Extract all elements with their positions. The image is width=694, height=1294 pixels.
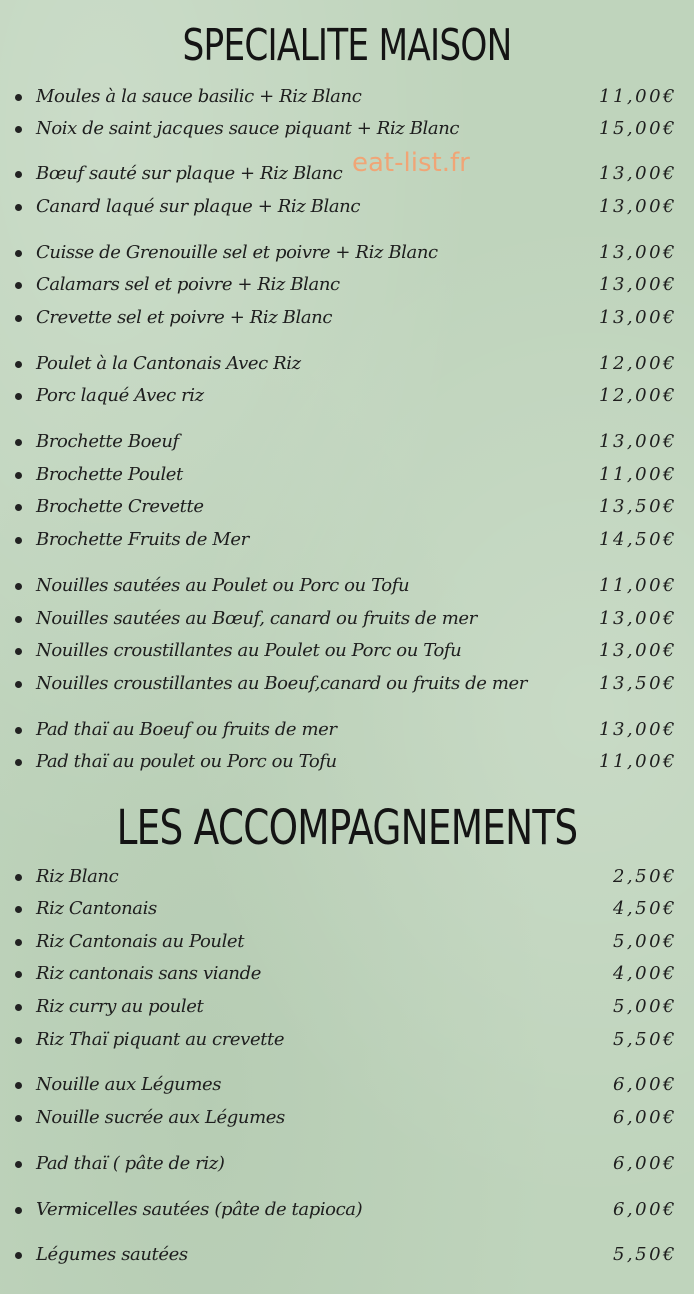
bullet-icon	[15, 583, 22, 590]
menu-item-price: 11,00€	[599, 751, 677, 772]
menu-item-name: Riz curry au poulet	[36, 996, 204, 1017]
menu-item-price: 13,00€	[599, 431, 677, 452]
bullet-icon	[15, 537, 22, 544]
menu-item-price: 13,50€	[599, 496, 677, 517]
bullet-icon	[15, 759, 22, 766]
bullet-icon	[15, 1252, 22, 1259]
menu-item	[0, 606, 694, 632]
menu-item-price: 13,00€	[599, 307, 677, 328]
bullet-icon	[15, 171, 22, 178]
bullet-icon	[15, 439, 22, 446]
menu-item-name: Nouilles croustillantes au Boeuf,canard ou fruits de mer	[36, 673, 527, 694]
menu-item	[0, 305, 694, 331]
section-title-accompagnements: LES ACCOMPAGNEMENTS	[116, 800, 578, 856]
menu-item	[0, 929, 694, 955]
menu-item-name: Riz cantonais sans viande	[36, 963, 261, 984]
menu-item-name: Nouille sucrée aux Légumes	[36, 1107, 285, 1128]
menu-item-price: 13,00€	[599, 640, 677, 661]
menu-item	[0, 84, 694, 110]
menu-item	[0, 194, 694, 220]
menu-item	[0, 994, 694, 1020]
menu-item	[0, 1027, 694, 1053]
menu-item-name: Poulet à la Cantonais Avec Riz	[36, 353, 301, 374]
menu-item	[0, 1242, 694, 1268]
menu-item-name: Canard laqué sur plaque + Riz Blanc	[36, 196, 361, 217]
menu-item-price: 13,00€	[599, 163, 677, 184]
menu-item-price: 6,00€	[612, 1074, 677, 1095]
menu-item	[0, 864, 694, 890]
menu-item-price: 13,00€	[599, 608, 677, 629]
bullet-icon	[15, 616, 22, 623]
menu-item	[0, 272, 694, 298]
menu-item-name: Calamars sel et poivre + Riz Blanc	[36, 274, 340, 295]
menu-item-name: Pad thaï ( pâte de riz)	[36, 1153, 225, 1174]
menu-item-price: 13,00€	[599, 196, 677, 217]
menu-item	[0, 573, 694, 599]
menu-item-price: 6,00€	[612, 1153, 677, 1174]
menu-item-name: Brochette Boeuf	[36, 431, 179, 452]
menu-item	[0, 429, 694, 455]
menu-item-name: Vermicelles sautées (pâte de tapioca)	[36, 1199, 363, 1220]
menu-item-price: 14,50€	[599, 529, 677, 550]
menu-item	[0, 961, 694, 987]
menu-item	[0, 527, 694, 553]
menu-item-name: Riz Cantonais	[36, 898, 157, 919]
bullet-icon	[15, 361, 22, 368]
menu-item	[0, 1151, 694, 1177]
menu-item-name: Noix de saint jacques sauce piquant + Riz Blanc	[36, 118, 460, 139]
bullet-icon	[15, 648, 22, 655]
menu-item-price: 2,50€	[612, 866, 677, 887]
menu-item-name: Pad thaï au poulet ou Porc ou Tofu	[36, 751, 337, 772]
menu-item	[0, 1197, 694, 1223]
menu-item-price: 11,00€	[599, 464, 677, 485]
bullet-icon	[15, 1037, 22, 1044]
menu-item-price: 13,50€	[599, 673, 677, 694]
menu-item-price: 5,50€	[612, 1029, 677, 1050]
menu-item-name: Crevette sel et poivre + Riz Blanc	[36, 307, 333, 328]
menu-item-price: 5,00€	[612, 931, 677, 952]
menu-item	[0, 717, 694, 743]
menu-item-price: 4,00€	[612, 963, 677, 984]
menu-item	[0, 462, 694, 488]
menu-item	[0, 671, 694, 697]
menu-item-name: Cuisse de Grenouille sel et poivre + Riz Blanc	[36, 242, 438, 263]
menu-item	[0, 1105, 694, 1131]
menu-item-name: Légumes sautées	[36, 1244, 188, 1265]
menu-item-name: Brochette Crevette	[36, 496, 204, 517]
bullet-icon	[15, 906, 22, 913]
menu-item-name: Riz Thaï piquant au crevette	[36, 1029, 285, 1050]
bullet-icon	[15, 393, 22, 400]
bullet-icon	[15, 126, 22, 133]
menu-item	[0, 749, 694, 775]
menu-item-name: Moules à la sauce basilic + Riz Blanc	[36, 86, 362, 107]
bullet-icon	[15, 681, 22, 688]
menu-item	[0, 116, 694, 142]
bullet-icon	[15, 1161, 22, 1168]
bullet-icon	[15, 971, 22, 978]
menu-item	[0, 896, 694, 922]
menu-item-price: 4,50€	[612, 898, 677, 919]
bullet-icon	[15, 250, 22, 257]
bullet-icon	[15, 1115, 22, 1122]
menu-item	[0, 161, 694, 187]
menu-item	[0, 240, 694, 266]
menu-item-price: 12,00€	[599, 353, 677, 374]
menu-item-price: 11,00€	[599, 86, 677, 107]
menu-item-name: Nouilles croustillantes au Poulet ou Porc ou Tofu	[36, 640, 462, 661]
bullet-icon	[15, 1082, 22, 1089]
menu-item-name: Riz Blanc	[36, 866, 119, 887]
bullet-icon	[15, 939, 22, 946]
bullet-icon	[15, 315, 22, 322]
bullet-icon	[15, 282, 22, 289]
menu-item-price: 6,00€	[612, 1199, 677, 1220]
menu-item-name: Porc laqué Avec riz	[36, 385, 204, 406]
menu-item-name: Brochette Fruits de Mer	[36, 529, 249, 550]
menu-item	[0, 383, 694, 409]
bullet-icon	[15, 472, 22, 479]
menu-item-name: Nouilles sautées au Poulet ou Porc ou Tofu	[36, 575, 410, 596]
menu-item-price: 11,00€	[599, 575, 677, 596]
bullet-icon	[15, 204, 22, 211]
bullet-icon	[15, 1004, 22, 1011]
menu-item-name: Nouilles sautées au Bœuf, canard ou fruits de mer	[36, 608, 477, 629]
menu-item-price: 5,00€	[612, 996, 677, 1017]
section-title-specialite: SPECIALITE MAISON	[182, 20, 512, 71]
bullet-icon	[15, 504, 22, 511]
menu-item-name: Brochette Poulet	[36, 464, 183, 485]
menu-item-name: Riz Cantonais au Poulet	[36, 931, 245, 952]
menu-item-price: 12,00€	[599, 385, 677, 406]
menu-item-name: Bœuf sauté sur plaque + Riz Blanc	[36, 163, 343, 184]
watermark: eat-list.fr	[352, 148, 470, 178]
menu-item-price: 6,00€	[612, 1107, 677, 1128]
menu-item	[0, 638, 694, 664]
menu-item	[0, 1072, 694, 1098]
bullet-icon	[15, 727, 22, 734]
menu-item-name: Pad thaï au Boeuf ou fruits de mer	[36, 719, 337, 740]
menu-item-name: Nouille aux Légumes	[36, 1074, 222, 1095]
menu-item-price: 15,00€	[599, 118, 677, 139]
menu-item-price: 5,50€	[612, 1244, 677, 1265]
menu-item-price: 13,00€	[599, 274, 677, 295]
menu-item	[0, 494, 694, 520]
bullet-icon	[15, 1207, 22, 1214]
menu-item-price: 13,00€	[599, 719, 677, 740]
menu-item-price: 13,00€	[599, 242, 677, 263]
bullet-icon	[15, 874, 22, 881]
bullet-icon	[15, 94, 22, 101]
menu-item	[0, 351, 694, 377]
